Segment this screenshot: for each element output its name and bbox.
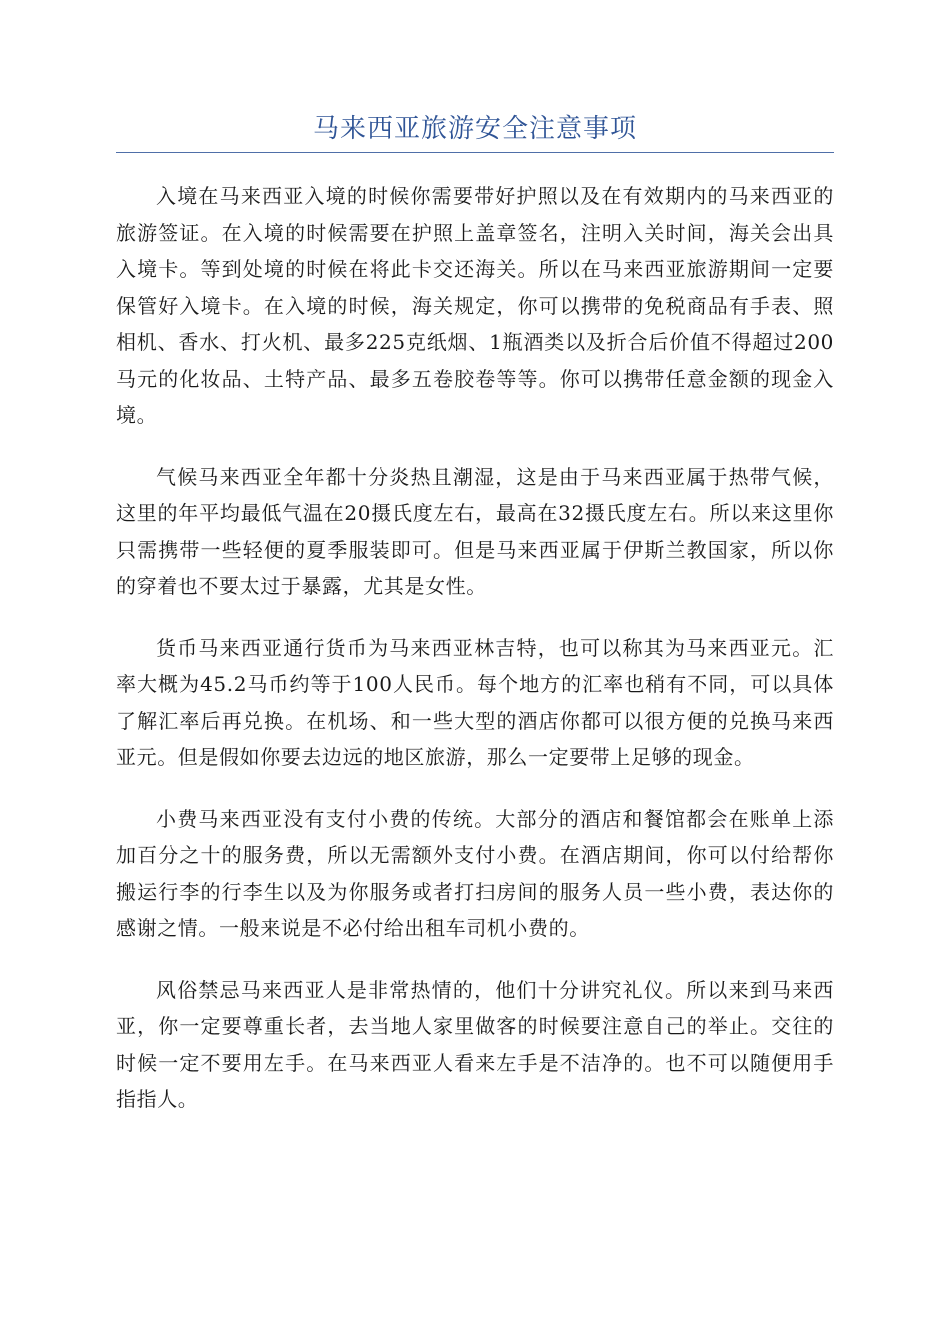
paragraph-tipping: 小费马来西亚没有支付小费的传统。大部分的酒店和餐馆都会在账单上添加百分之十的服务费，所以无需额外支付小费。在酒店期间，你可以付给帮你搬运行李的行李生以及为你服务或者打扫房间的服务人员一些小费，表达你的感谢之情。一般来说是不必付给出租车司机小费的。: [116, 806, 834, 940]
paragraph-currency: 货币马来西亚通行货币为马来西亚林吉特，也可以称其为马来西亚元。汇率大概为45.2马币约等于100人民币。每个地方的汇率也稍有不同，可以具体了解汇率后再兑换。在机场、和一些大型的酒店你都可以很方便的兑换马来西亚元。但是假如你要去边远的地区旅游，那么一定要带上足够的现金。: [116, 635, 834, 769]
paragraph-climate: 气候马来西亚全年都十分炎热且潮湿，这是由于马来西亚属于热带气候，这里的年平均最低气温在20摄氏度左右，最高在32摄氏度左右。所以来这里你只需携带一些轻便的夏季服装即可。但是马来西亚属于伊斯兰教国家，所以你的穿着也不要太过于暴露，尤其是女性。: [116, 464, 834, 598]
document-body: [116, 178, 834, 1143]
paragraph-customs-taboos: 风俗禁忌马来西亚人是非常热情的，他们十分讲究礼仪。所以来到马来西亚，你一定要尊重长者，去当地人家里做客的时候要注意自己的举止。交往的时候一定不要用左手。在马来西亚人看来左手是不洁净的。也不可以随便用手指指人。: [116, 977, 834, 1111]
document-title: 马来西亚旅游安全注意事项: [312, 114, 637, 144]
paragraph-entry: 入境在马来西亚入境的时候你需要带好护照以及在有效期内的马来西亚的旅游签证。在入境的时候需要在护照上盖章签名，注明入关时间，海关会出具入境卡。等到处境的时候在将此卡交还海关。所以在马来西亚旅游期间一定要保管好入境卡。在入境的时候，海关规定，你可以携带的免税商品有手表、照相机、香水、打火机、最多225克纸烟、1瓶酒类以及折合后价值不得超过200马元的化妆品、土特产品、最多五卷胶卷等等。你可以携带任意金额的现金入境。: [116, 184, 834, 427]
title-block: [116, 112, 834, 153]
